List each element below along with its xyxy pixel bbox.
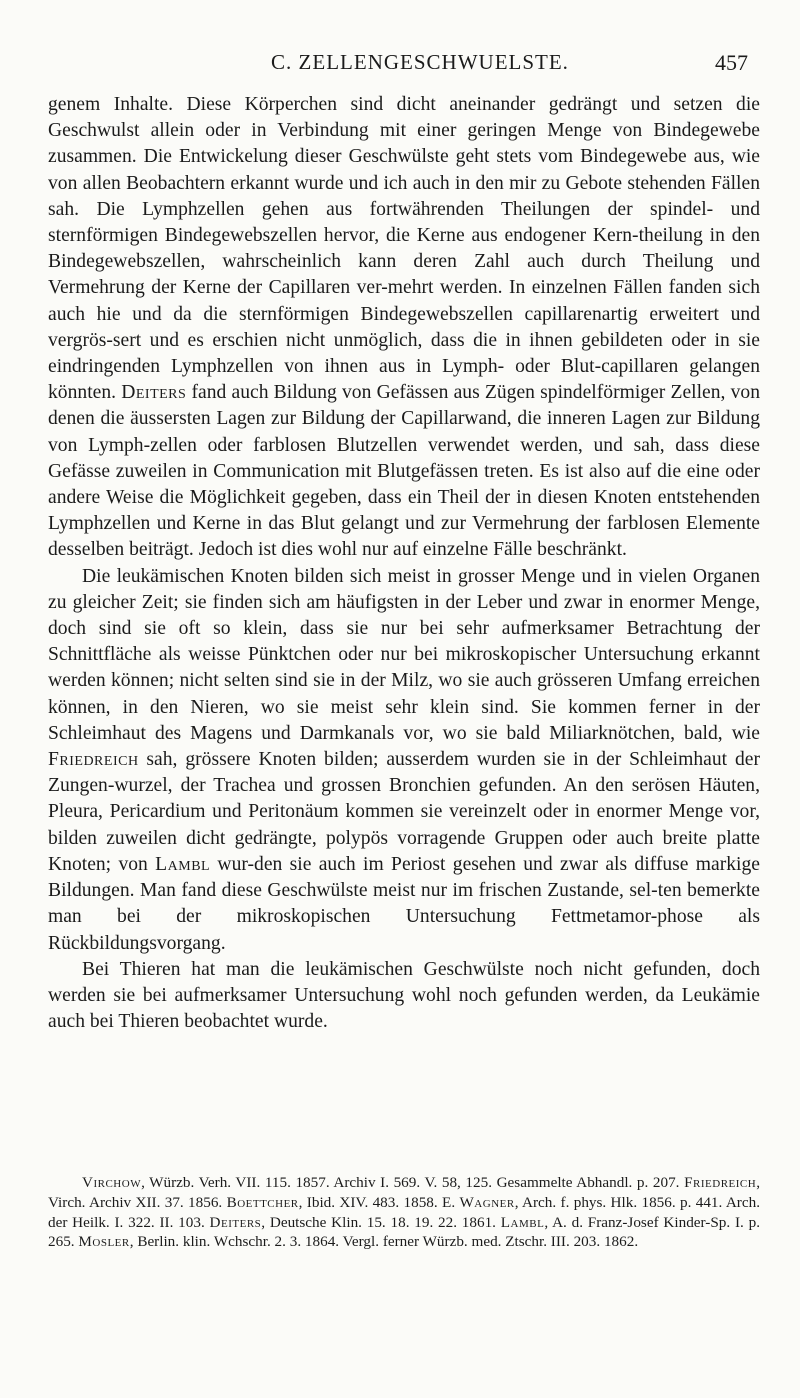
- paragraph-1-text: genem Inhalte. Diese Körperchen sind dicht aneinander gedrängt und setzen die Geschwulst allein oder in Verbindung mit einer geringen Menge von Bindegewebe zusammen. Die Entwickelung dieser Geschwülste geht stets vom Bindegewebe aus, wie von allen Beobachtern erkannt wurde und ich auch in den mir zu Gebote stehenden Fällen sah. Die Lymphzellen gehen aus fortwährenden Theilungen der spindel- und sternförmigen Bindegewebszellen hervor, die Kerne aus endogener Kern-theilung in den Bindegewebszellen, wahrscheinlich kann deren Zahl auch durch Theilung und Vermehrung der Kerne der Capillaren ver-mehrt werden. In einzelnen Fällen fanden sich auch hie und da die sternförmigen Bindegewebszellen capillarenartig erweitert und vergrös-sert und es erschien nicht unmöglich, dass die in ihnen gebildeten oder in sie eindringenden Lymphzellen von ihnen aus in Lymph- oder Blut-capillaren gelangen könnten.: [48, 94, 760, 404]
- ref-text-c: , Ibid. XIV. 483. 1858. E.: [298, 1193, 460, 1211]
- ref-text-b: , Virch. Archiv XII. 37. 1856.: [48, 1174, 760, 1211]
- ref-text-a: , Würzb. Verh. VII. 115. 1857. Archiv I. 569. V. 58, 125. Gesammelte Abhandl. p. 207.: [141, 1174, 685, 1191]
- references-footnote: [48, 1173, 760, 1252]
- paragraph-2: [48, 564, 760, 957]
- author-name-deiters: Deiters: [121, 382, 187, 404]
- running-head: C. ZELLENGESCHWUELSTE.: [271, 50, 569, 74]
- author-name-lambl: Lambl: [155, 853, 211, 875]
- ref-author-mosler: Mosler: [78, 1233, 130, 1251]
- ref-author-virchow: Virchow: [82, 1174, 142, 1191]
- ref-text-f: , A. d. Franz-Josef Kinder-Sp. I. p. 265.: [48, 1213, 760, 1251]
- ref-author-lambl: Lambl: [500, 1213, 545, 1231]
- paragraph-2-text-b: sah, grössere Knoten bilden; ausserdem wurden sie in der Schleimhaut der Zungen-wurzel, der Trachea und grossen Bronchien gefunden. An den serösen Häuten, Pleura, Pericardium und Peritonäum kommen sie vereinzelt oder in enormer Menge vor, bilden zuweilen dicht gedrängte, polypös vorragende Gruppen oder auch breite platte Knoten; von: [48, 749, 760, 875]
- main-text: [48, 92, 760, 1035]
- paragraph-2-text-c: wur-den sie auch im Periost gesehen und zwar als diffuse markige Bildungen. Man fand diese Geschwülste meist nur im frischen Zustande, sel-ten bemerkte man bei der mikroskopischen Untersuchung Fettmetamor-phose als Rückbildungsvorgang.: [48, 853, 760, 954]
- ref-author-boettcher: Boettcher: [226, 1193, 299, 1211]
- ref-author-friedreich: Friedreich: [684, 1174, 757, 1191]
- paragraph-1-text-rest: fand auch Bildung von Gefässen aus Zügen spindelförmiger Zellen, von denen die äussersten Lagen zur Bildung der Capillarwand, die inneren Lagen zur Bildung von Lymph-zellen oder farblosen Blutzellen verwendet werden, und sah, dass diese Gefässe zuweilen in Communication mit Blutgefässen treten. Es ist also auf die eine oder andere Weise die Möglichkeit gegeben, dass ein Theil der in diesen Knoten entstehenden Lymphzellen und Kerne in das Blut gelangt und zur Vermehrung der farblosen Elemente desselben beiträgt. Jedoch ist dies wohl nur auf einzelne Fälle beschränkt.: [48, 382, 761, 561]
- ref-text-d: , Arch. f. phys. Hlk. 1856. p. 441. Arch. der Heilk. I. 322. II. 103.: [48, 1193, 760, 1231]
- ref-text-g: , Berlin. klin. Wchschr. 2. 3. 1864. Vergl. ferner Würzb. med. Ztschr. III. 203. 1862.: [129, 1233, 639, 1251]
- reference-list: [48, 1173, 760, 1252]
- ref-author-deiters: Deiters: [209, 1213, 262, 1231]
- paragraph-3: Bei Thieren hat man die leukämischen Geschwülste noch nicht gefunden, doch werden sie bei aufmerksamer Untersuchung wohl noch gefunden werden, da Leukämie auch bei Thieren beobachtet wurde.: [48, 958, 760, 1033]
- ref-text-e: , Deutsche Klin. 15. 18. 19. 22. 1861.: [261, 1213, 501, 1231]
- author-name-friedreich: Friedreich: [48, 749, 139, 771]
- ref-author-wagner: Wagner: [459, 1193, 515, 1211]
- page-number: 457: [715, 50, 748, 75]
- page-header: [0, 50, 800, 82]
- paragraph-2-text-a: Die leukämischen Knoten bilden sich meist in grosser Menge und in vielen Organen zu gleicher Zeit; sie finden sich am häufigsten in der Leber und zwar in enormer Menge, doch sind sie oft so klein, dass sie nur bei sehr aufmerksamer Betrachtung der Schnittfläche als weisse Pünktchen oder nur bei mikroskopischer Untersuchung erkannt werden können; nicht selten sind sie in der Milz, wo sie auch grösseren Umfang erreichen können, in den Nieren, wo sie meist sehr klein sind. Sie kommen ferner in der Schleimhaut des Magens und Darmkanals vor, wo sie bald Miliarknötchen, bald, wie: [48, 565, 760, 744]
- paragraph-1: [48, 92, 760, 564]
